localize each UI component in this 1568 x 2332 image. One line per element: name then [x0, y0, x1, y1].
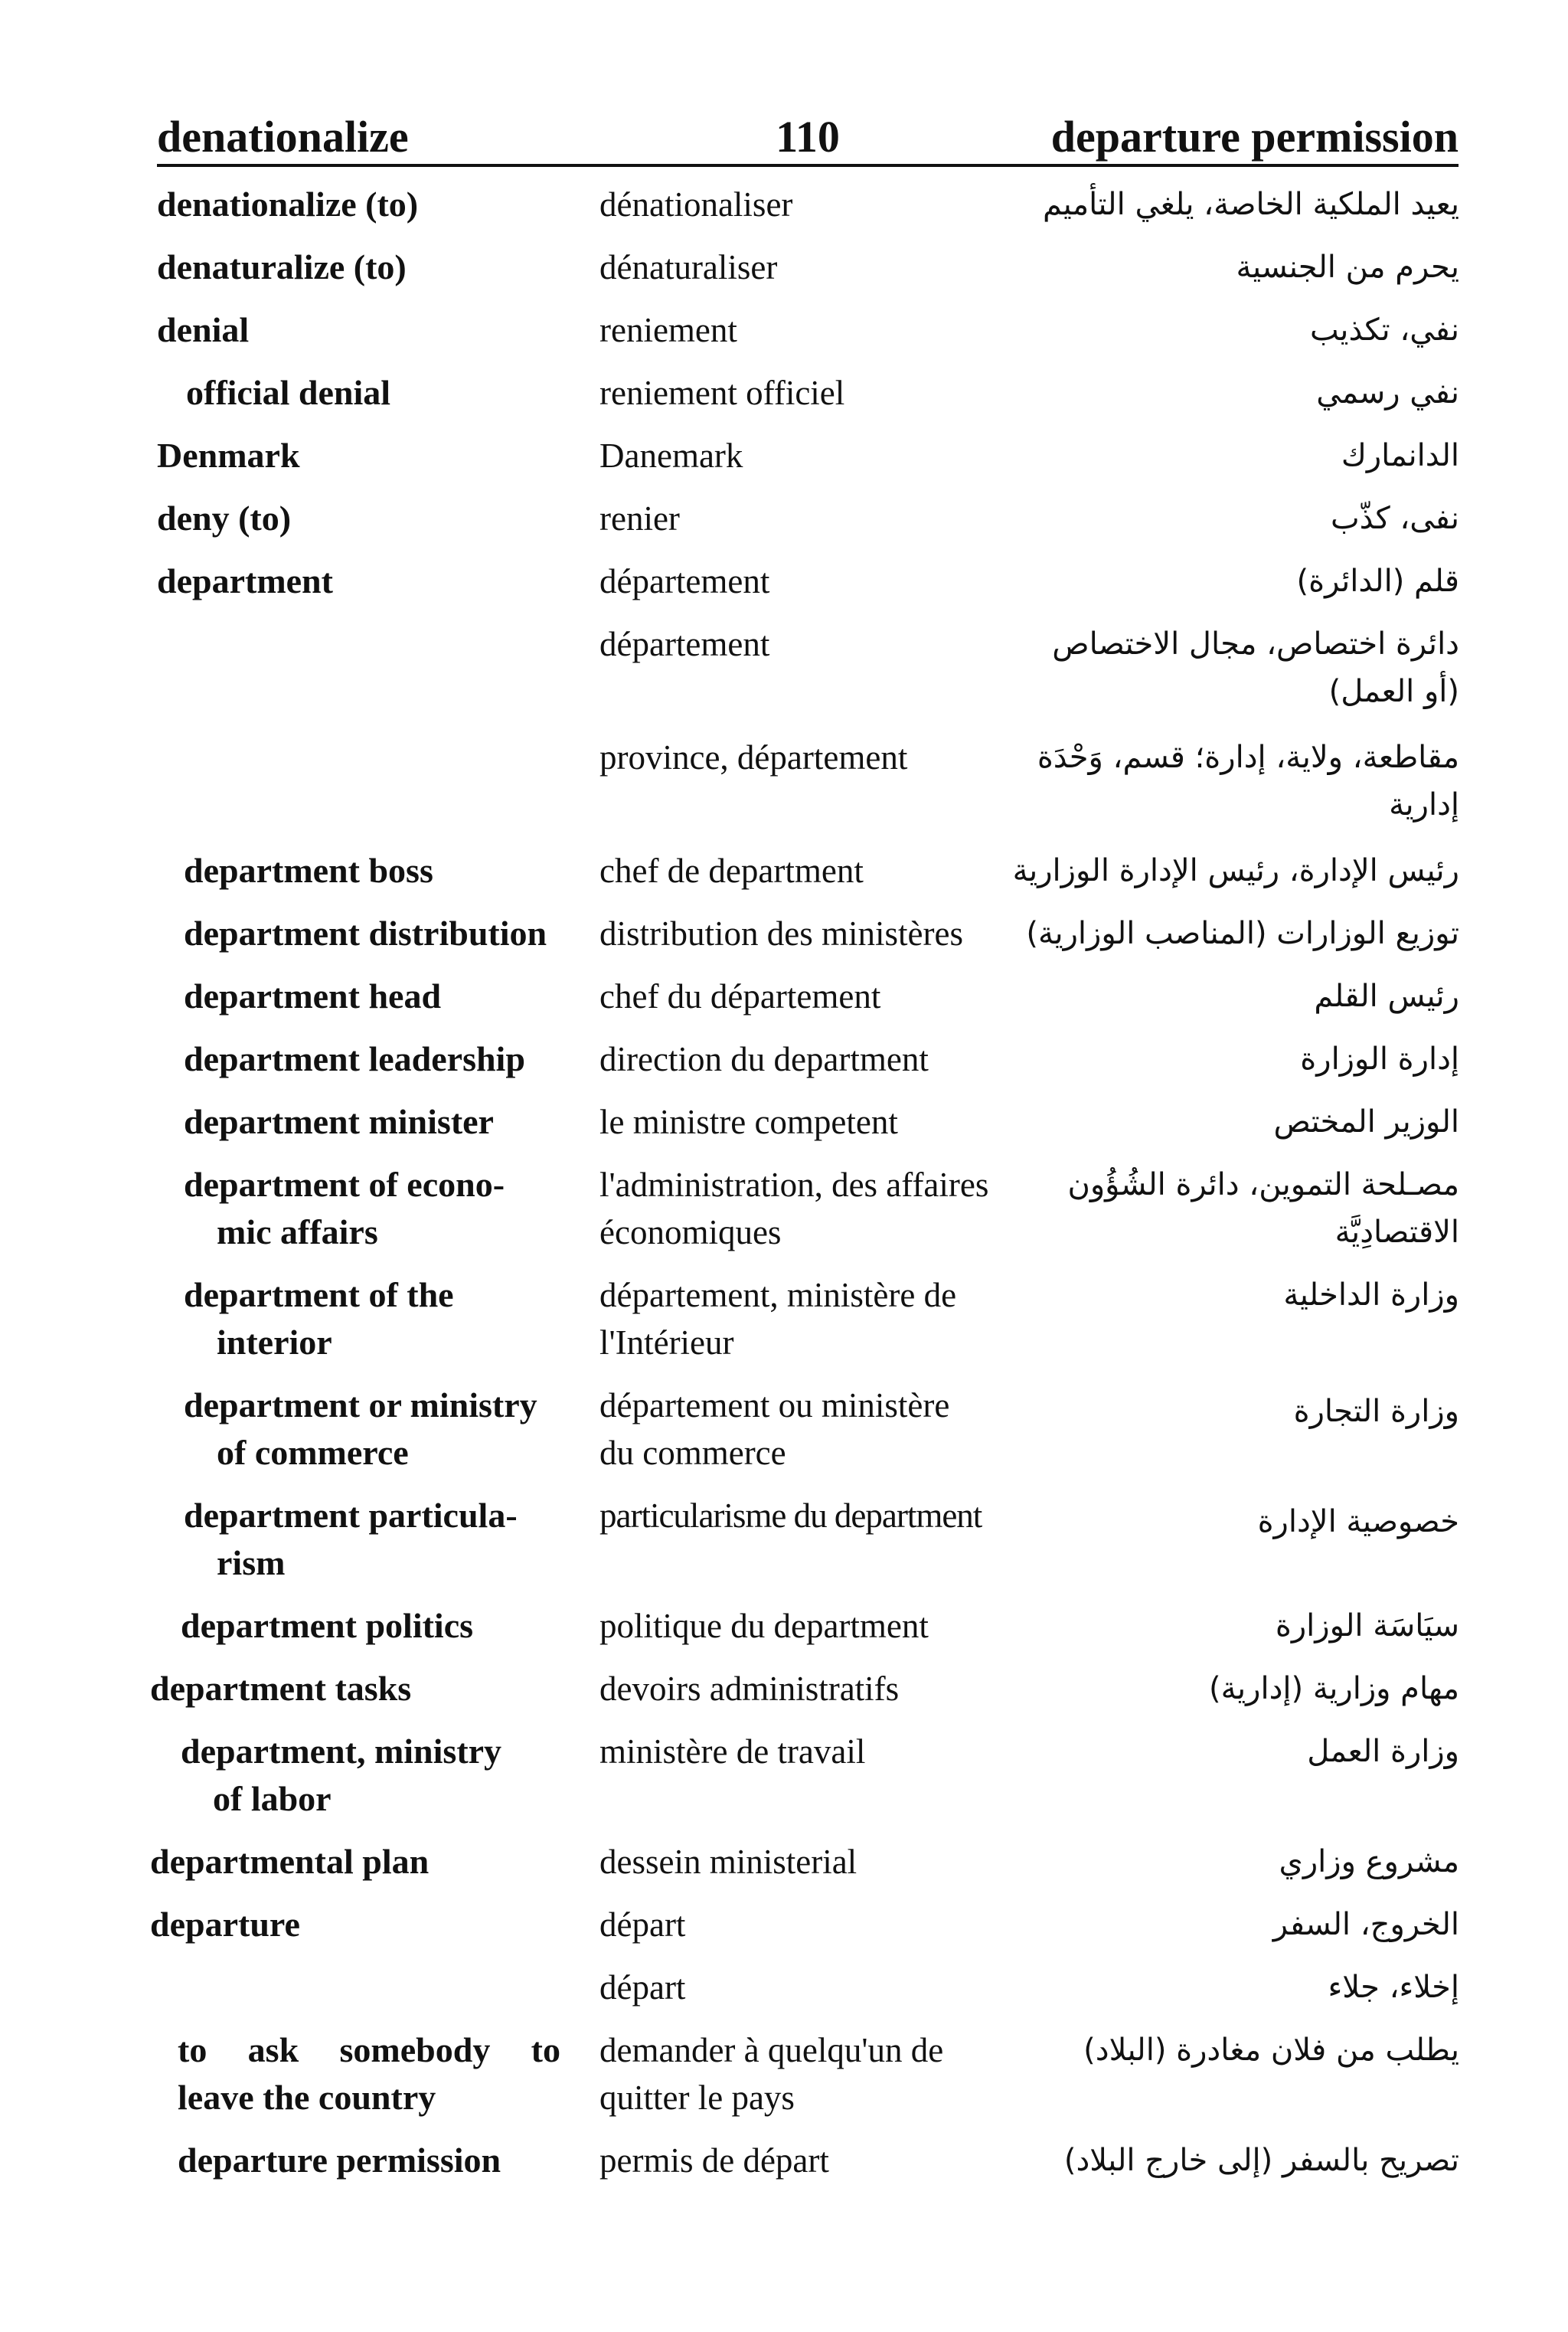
english-term: denaturalize (to): [157, 247, 407, 286]
arabic-term: مهام وزارية (إدارية): [1208, 1671, 1459, 1706]
french-term: reniement: [599, 311, 737, 349]
french-term: département: [599, 625, 770, 663]
header-last-entry: departure permission: [1050, 112, 1459, 162]
french-term: départ: [599, 1905, 686, 1944]
english-term: department of the: [184, 1275, 454, 1314]
arabic-term: تصريح بالسفر (إلى خارج البلاد): [1063, 2143, 1459, 2178]
arabic-term: دائرة اختصاص، مجال الاختصاص (أو العمل): [1052, 626, 1459, 709]
french-term: dessein ministerial: [599, 1843, 858, 1881]
arabic-term: مشروع وزاري: [1279, 1844, 1459, 1879]
english-term: department particula-: [184, 1496, 518, 1535]
french-term: dénationaliser: [599, 185, 793, 224]
arabic-term: وزارة الداخلية: [1283, 1277, 1459, 1313]
english-term: official denial: [186, 373, 391, 412]
arabic-term: الدانمارك: [1341, 438, 1459, 473]
french-term: province, département: [599, 738, 908, 777]
arabic-term: إدارة الوزارة: [1300, 1042, 1459, 1077]
arabic-term: مصـلحة التموين، دائرة الشُؤُون: [1067, 1167, 1459, 1202]
english-term-continued: rism: [217, 1543, 286, 1582]
arabic-term: يحرم من الجنسية: [1236, 250, 1459, 285]
french-term: renier: [599, 499, 680, 538]
french-term: département, ministère de: [599, 1276, 957, 1314]
english-term-line: to ask somebody to: [178, 2030, 560, 2069]
arabic-term: رئيس الإدارة، رئيس الإدارة الوزارية: [1012, 853, 1459, 888]
arabic-term: نفى، كذّب: [1330, 501, 1459, 536]
arabic-term: وزارة التجارة: [1293, 1394, 1459, 1429]
english-term: denationalize (to): [157, 185, 419, 224]
french-term-continued: l'Intérieur: [599, 1323, 734, 1362]
french-term: département ou ministère: [599, 1386, 950, 1424]
english-term: departure: [150, 1905, 300, 1944]
arabic-term: نفي رسمي: [1316, 375, 1459, 410]
english-term-continued: of commerce: [217, 1433, 409, 1472]
french-term-continued: quitter le pays: [599, 2079, 795, 2117]
french-term: distribution des ministères: [599, 914, 963, 953]
arabic-term: رئيس القلم: [1314, 979, 1459, 1014]
english-term: department distribution: [184, 914, 547, 953]
english-term: department tasks: [150, 1669, 412, 1708]
arabic-term: يطلب من فلان مغادرة (البلاد): [1083, 2033, 1459, 2068]
arabic-term: الخروج، السفر: [1272, 1907, 1459, 1942]
french-term: permis de départ: [599, 2141, 829, 2180]
french-term: l'administration, des affaires: [599, 1166, 989, 1204]
arabic-term-continued: الاقتصادِيَّة: [1334, 1215, 1459, 1250]
french-term: demander à quelqu'un de: [599, 2031, 944, 2069]
header-first-entry: denationalize: [157, 112, 409, 162]
english-term-continued: of labor: [213, 1779, 332, 1818]
arabic-term: توزيع الوزارات (المناصب الوزارية): [1026, 916, 1459, 951]
french-term: Danemark: [599, 437, 743, 475]
french-term: direction du department: [599, 1040, 929, 1078]
arabic-term: إخلاء، جلاء: [1328, 1970, 1459, 2005]
french-term-continued: économiques: [599, 1213, 782, 1251]
french-term: le ministre competent: [599, 1103, 898, 1141]
arabic-term: يعيد الملكية الخاصة، يلغي التأميم: [1043, 187, 1459, 222]
page-number: 110: [776, 112, 840, 162]
french-term: département: [599, 562, 770, 600]
french-term: dénaturaliser: [599, 248, 778, 286]
french-term: chef de department: [599, 852, 864, 890]
french-term: devoirs administratifs: [599, 1670, 900, 1708]
arabic-term: وزارة العمل: [1307, 1734, 1459, 1769]
english-term: denial: [157, 310, 250, 349]
arabic-term: قلم (الدائرة): [1296, 564, 1459, 599]
arabic-term: نفي، تكذيب: [1310, 312, 1459, 348]
arabic-term: الوزير المختص: [1273, 1104, 1459, 1140]
english-term: department of econo-: [184, 1165, 505, 1204]
english-term: department: [157, 561, 333, 600]
english-term: deny (to): [157, 499, 292, 538]
arabic-term: خصوصية الإدارة: [1257, 1504, 1459, 1539]
english-term: department or ministry: [184, 1385, 537, 1424]
french-term: chef du département: [599, 977, 881, 1016]
english-term: department minister: [184, 1102, 494, 1141]
french-term: ministère de travail: [599, 1732, 866, 1771]
french-term: reniement officiel: [599, 374, 845, 412]
arabic-term: سيَاسَة الوزارة: [1275, 1608, 1459, 1644]
french-term-continued: du commerce: [599, 1434, 786, 1472]
english-term: department politics: [181, 1606, 474, 1645]
french-term: politique du department: [599, 1607, 929, 1645]
english-term: departure permission: [178, 2141, 501, 2180]
french-term: départ: [599, 1968, 686, 2007]
english-term: department leadership: [184, 1039, 525, 1078]
french-term: particularisme du department: [599, 1496, 982, 1535]
english-term: department, ministry: [181, 1732, 502, 1771]
english-term: departmental plan: [150, 1842, 430, 1881]
english-term: department boss: [184, 851, 433, 890]
english-term-continued: mic affairs: [217, 1212, 378, 1251]
english-term: department head: [184, 976, 442, 1016]
english-term: [178, 2026, 560, 2074]
english-term: Denmark: [157, 436, 300, 475]
arabic-term: مقاطعة، ولاية، إدارة؛ قسم، وَحْدَة إدارية: [1037, 740, 1459, 823]
english-term-continued: leave the country: [178, 2078, 436, 2117]
english-term-continued: interior: [217, 1323, 332, 1362]
